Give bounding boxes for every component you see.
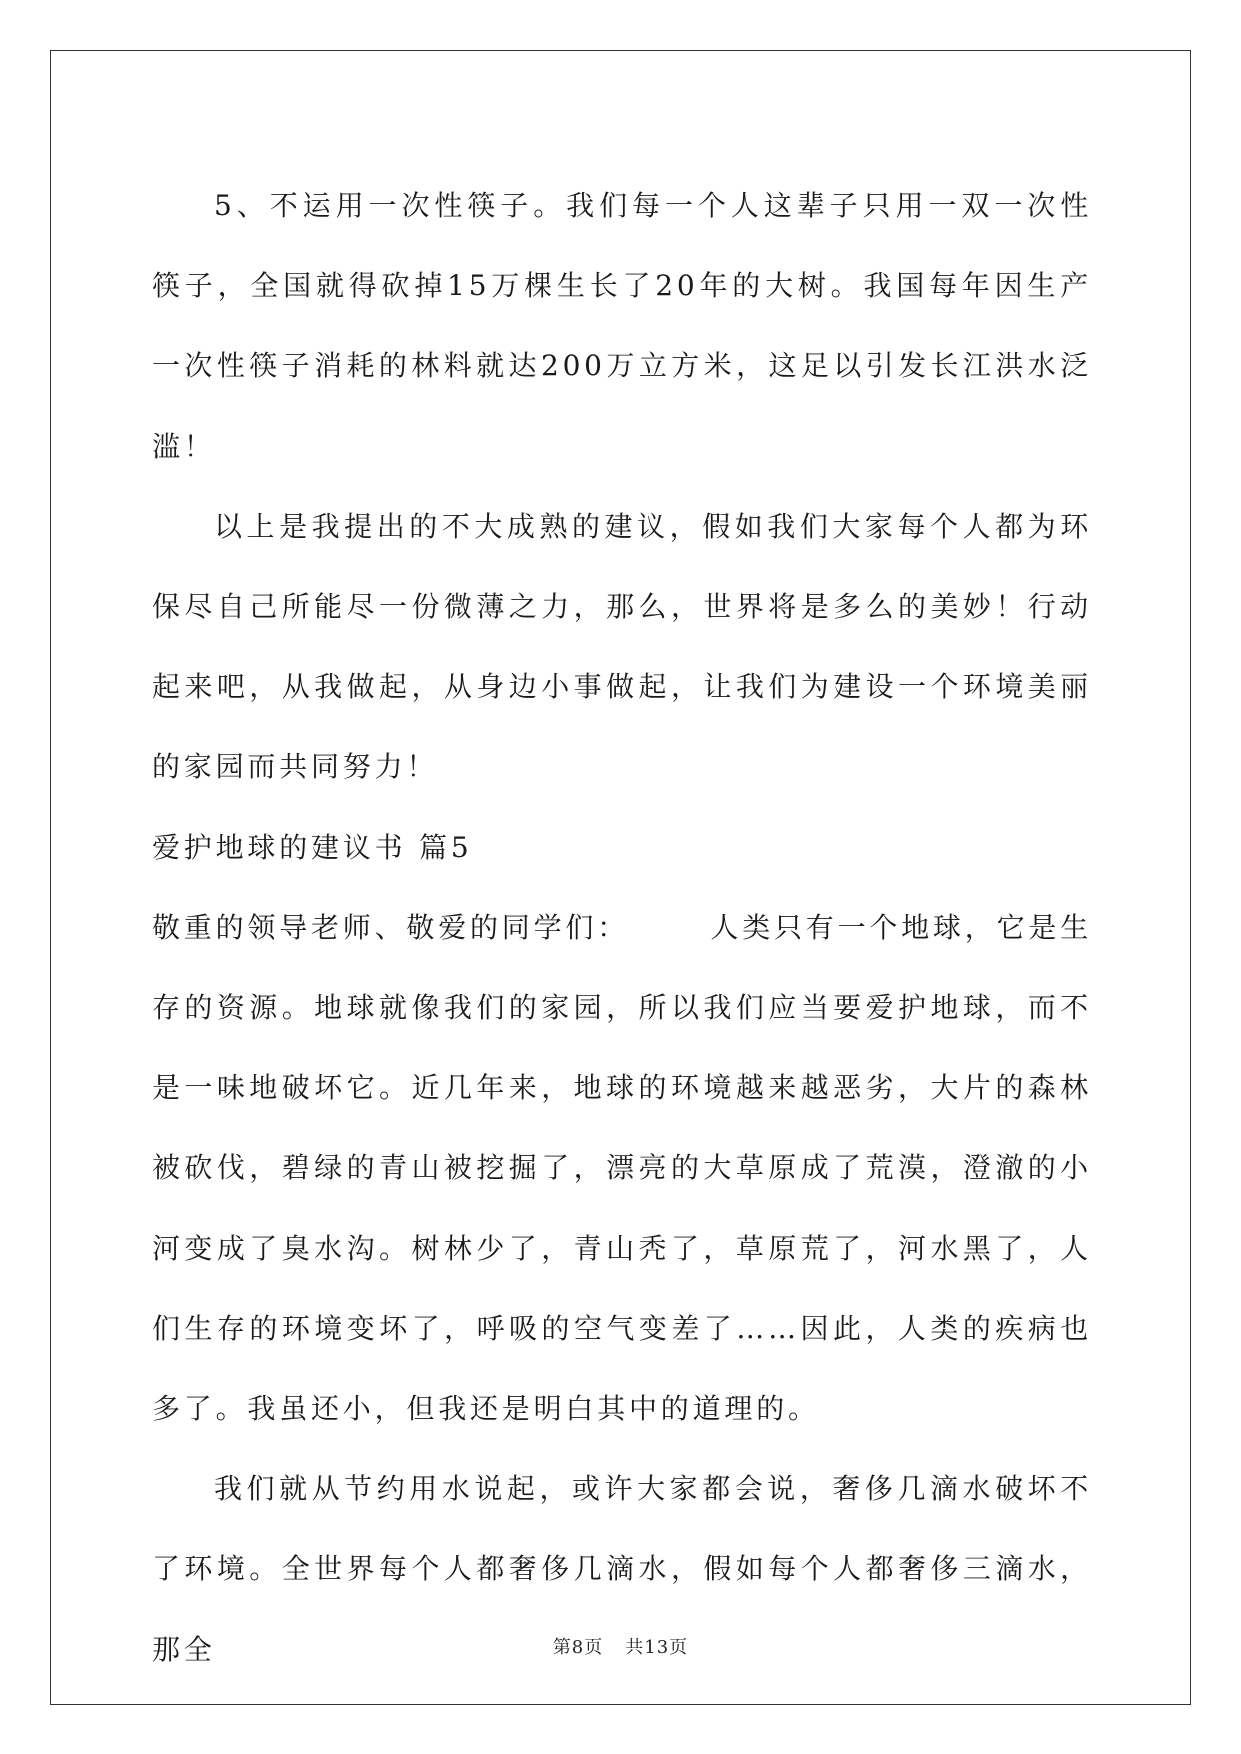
paragraph-chopsticks: 5、不运用一次性筷子。我们每一个人这辈子只用一双一次性筷子，全国就得砍掉15万棵生长了20年的大树。我国每年因生产一次性筷子消耗的林料就达200万立方米，这足以引发长江洪水泛滥！: [152, 189, 1092, 463]
section-heading: 爱护地球的建议书 篇5: [152, 830, 473, 864]
page-number: 第8页: [552, 1637, 604, 1658]
page-total: 共13页: [625, 1637, 689, 1658]
document-body: [152, 166, 1092, 1690]
paragraph-salutation: 敬重的领导老师、敬爱的同学们： 人类只有一个地球，它是生存的资源。地球就像我们的家园，所以我们应当要爱护地球，而不是一味地破坏它。近几年来，地球的环境越来越恶劣，大片的森林被砍伐，碧绿的青山被挖掘了，漂亮的大草原成了荒漠，澄澈的小河变成了臭水沟。树林少了，青山秃了，草原荒了，河水黑了，人们生存的环境变坏了，呼吸的空气变差了……因此，人类的疾病也多了。我虽还小，但我还是明白其中的道理的。: [152, 910, 1093, 1426]
page-footer: [0, 1633, 1241, 1659]
paragraph-water: 我们就从节约用水说起，或许大家都会说，奢侈几滴水破坏不了环境。全世界每个人都奢侈几滴水，假如每个人都奢侈三滴水，那全: [152, 1472, 1092, 1666]
paragraph-conclusion: 以上是我提出的不大成熟的建议，假如我们大家每个人都为环保尽自己所能尽一份微薄之力，那么，世界将是多么的美妙！行动起来吧，从我做起，从身边小事做起，让我们为建设一个环境美丽的家园而共同努力！: [152, 509, 1092, 784]
